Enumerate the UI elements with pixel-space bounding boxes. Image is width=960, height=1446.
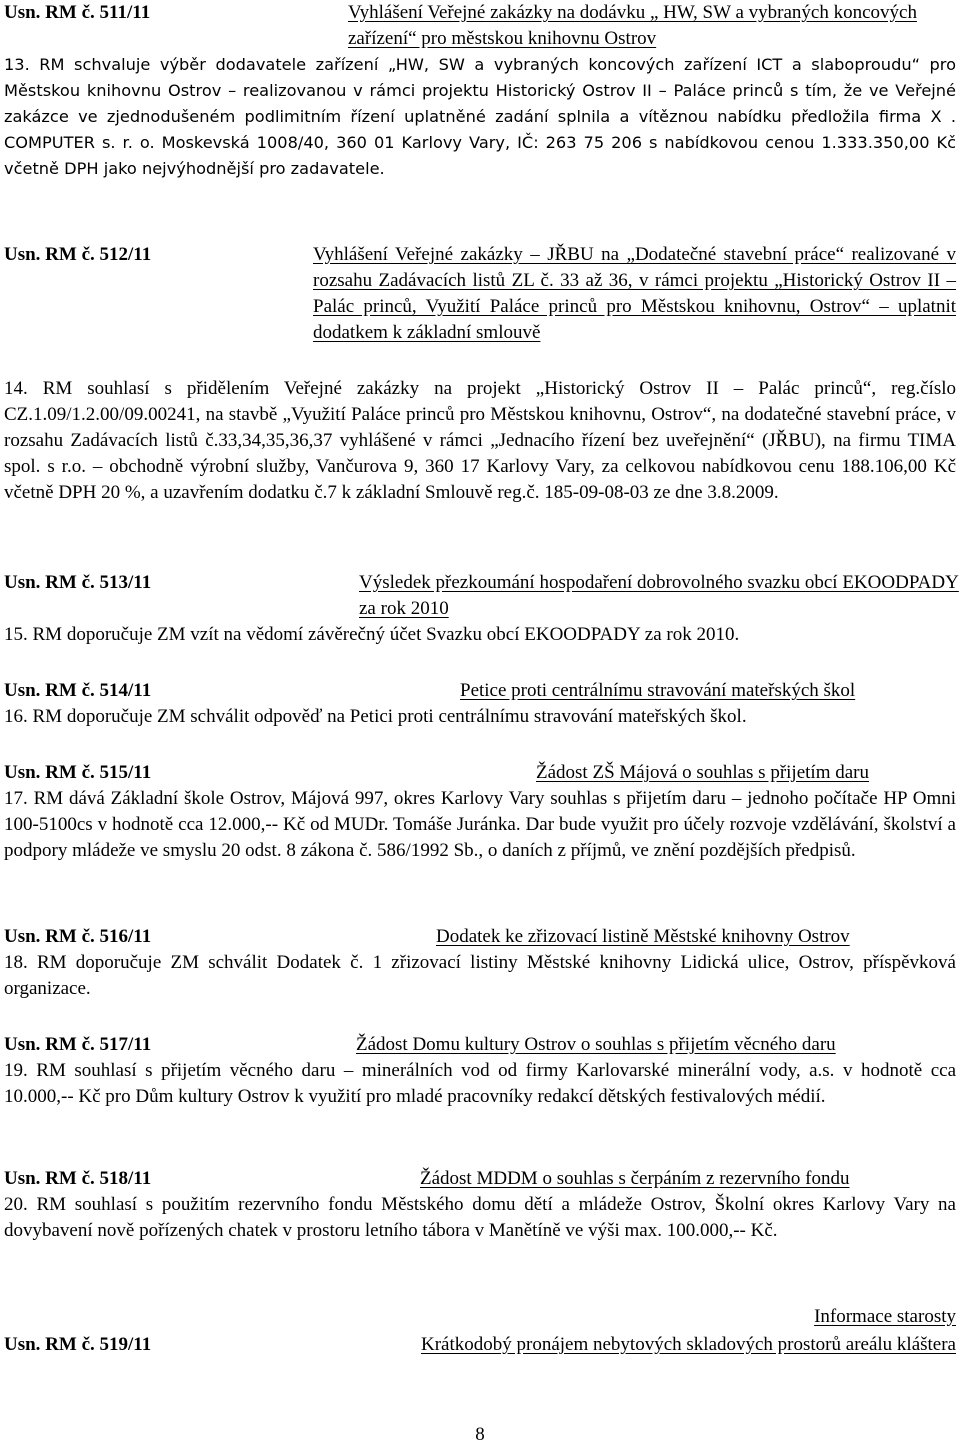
resolution-number: Usn. RM č. 519/11 bbox=[4, 1334, 152, 1355]
resolution-511-header bbox=[4, 0, 956, 52]
resolution-number: Usn. RM č. 511/11 bbox=[4, 2, 151, 23]
resolution-title: Výsledek přezkoumání hospodaření dobrovolného svazku obcí EKOODPADY za rok 2010 bbox=[359, 572, 959, 619]
resolution-number: Usn. RM č. 517/11 bbox=[4, 1034, 152, 1055]
resolution-text: 15. RM doporučuje ZM vzít na vědomí závěrečný účet Svazku obcí EKOODPADY za rok 2010. bbox=[4, 624, 740, 645]
resolution-number: Usn. RM č. 515/11 bbox=[4, 762, 152, 783]
resolution-text: 14. RM souhlasí s přidělením Veřejné zakázky na projekt „Historický Ostrov II – Palác princů“, reg.číslo CZ.1.09/1.2.00/09.00241, na stavbě „Využití Paláce princů pro Městskou knihovnu, Ostrov“, na dodatečné stavební práce, v rozsahu Zadávacích listů č.33,34,35,36,37 vyhlášené v rámci „Jednacího řízení bez uveřejnění“ (JŘBU), na firmu TIMA spol. s r.o. – obchodně výrobní služby, Vančurova 9, 360 17 Karlovy Vary, za celkovou nabídkovou cenu 188.106,00 Kč včetně DPH 20 %, a uzavřením dodatku č.7 k základní Smlouvě reg.č. 185-09-08-03 ze dne 3.8.2009. bbox=[4, 378, 956, 503]
resolution-519-header bbox=[4, 1304, 956, 1360]
resolution-text: 17. RM dává Základní škole Ostrov, Májová 997, okres Karlovy Vary souhlas s přijetím daru – jednoho počítače HP Omni 100-5100cs v hodnotě cca 12.000,-- Kč od MUDr. Tomáše Juránka. Dar bude využit pro účely rozvoje vzdělávání, školství a podpory mládeže ve smyslu 20 odst. 8 zákona č. 586/1992 Sb., o daních z příjmů, ve znění pozdějších předpisů. bbox=[4, 788, 956, 861]
resolution-515-header bbox=[4, 760, 956, 786]
resolution-text: 19. RM souhlasí s přijetím věcného daru – minerálních vod od firmy Karlovarské minerální vody, a.s. v hodnotě cca 10.000,-- Kč pro Dům kultury Ostrov k využití pro mladé pracovníky redakcí dětských festivalových médií. bbox=[4, 1060, 956, 1107]
resolution-number: Usn. RM č. 514/11 bbox=[4, 680, 152, 701]
resolution-number: Usn. RM č. 513/11 bbox=[4, 572, 152, 593]
resolution-number: Usn. RM č. 516/11 bbox=[4, 926, 152, 947]
resolution-title: Vyhlášení Veřejné zakázky na dodávku „ HW, SW a vybraných koncových zařízení“ pro městskou knihovnu Ostrov bbox=[348, 2, 917, 49]
resolution-title: Vyhlášení Veřejné zakázky – JŘBU na „Dodatečné stavební práce“ realizované v rozsahu Zadávacích listů ZL č. 33 až 36, v rámci projektu „Historický Ostrov II – Palác princů, Využití Paláce princů pro Městskou knihovnu, Ostrov“ – uplatnit dodatkem k základní smlouvě bbox=[313, 244, 956, 343]
resolution-text: 20. RM souhlasí s použitím rezervního fondu Městského domu dětí a mládeže Ostrov, Školní okres Karlovy Vary na dovybavení nově pořízených chatek v prostoru letního tábora v Manětíně ve výši max. 100.000,-- Kč. bbox=[4, 1194, 956, 1241]
resolution-title: Žádost MDDM o souhlas s čerpáním z rezervního fondu bbox=[420, 1168, 850, 1189]
resolution-number: Usn. RM č. 518/11 bbox=[4, 1168, 152, 1189]
resolution-517-header bbox=[4, 1032, 956, 1058]
resolution-518-header bbox=[4, 1166, 956, 1192]
resolution-text: 13. RM schvaluje výběr dodavatele zařízení „HW, SW a vybraných koncových zařízení ICT a slaboproudu“ pro Městskou knihovnu Ostrov – realizovanou v rámci projektu Historický Ostrov II – Paláce princů s tím, že ve Veřejné zakázce ve zjednodušeném podlimitním řízení uplatněné zadání splnila a vítěznou nabídku předložila firma X . COMPUTER s. r. o. Moskevská 1008/40, 360 01 Karlovy Vary, IČ: 263 75 206 s nabídkovou cenou 1.333.350,00 Kč včetně DPH jako nejvýhodnější pro zadavatele. bbox=[4, 55, 956, 178]
resolution-text: 18. RM doporučuje ZM schválit Dodatek č. 1 zřizovací listiny Městské knihovny Lidická ulice, Ostrov, příspěvková organizace. bbox=[4, 952, 956, 999]
resolution-text: 16. RM doporučuje ZM schválit odpověď na Petici proti centrálnímu stravování mateřských škol. bbox=[4, 706, 747, 727]
page-number: 8 bbox=[475, 1424, 485, 1445]
resolution-title: Petice proti centrálnímu stravování mateřských škol bbox=[460, 680, 856, 701]
resolution-title: Dodatek ke zřizovací listině Městské knihovny Ostrov bbox=[436, 926, 850, 947]
resolution-514-header bbox=[4, 678, 956, 704]
resolution-513-header bbox=[4, 570, 959, 622]
resolution-title: Krátkodobý pronájem nebytových skladových prostorů areálu kláštera bbox=[420, 1334, 956, 1355]
resolution-number: Usn. RM č. 512/11 bbox=[4, 244, 152, 265]
resolution-516-header bbox=[4, 924, 956, 950]
resolution-title: Žádost Domu kultury Ostrov o souhlas s přijetím věcného daru bbox=[356, 1034, 836, 1055]
resolution-512-header bbox=[4, 242, 956, 372]
section-heading: Informace starosty bbox=[814, 1306, 956, 1327]
resolution-title: Žádost ZŠ Májová o souhlas s přijetím daru bbox=[536, 762, 869, 783]
